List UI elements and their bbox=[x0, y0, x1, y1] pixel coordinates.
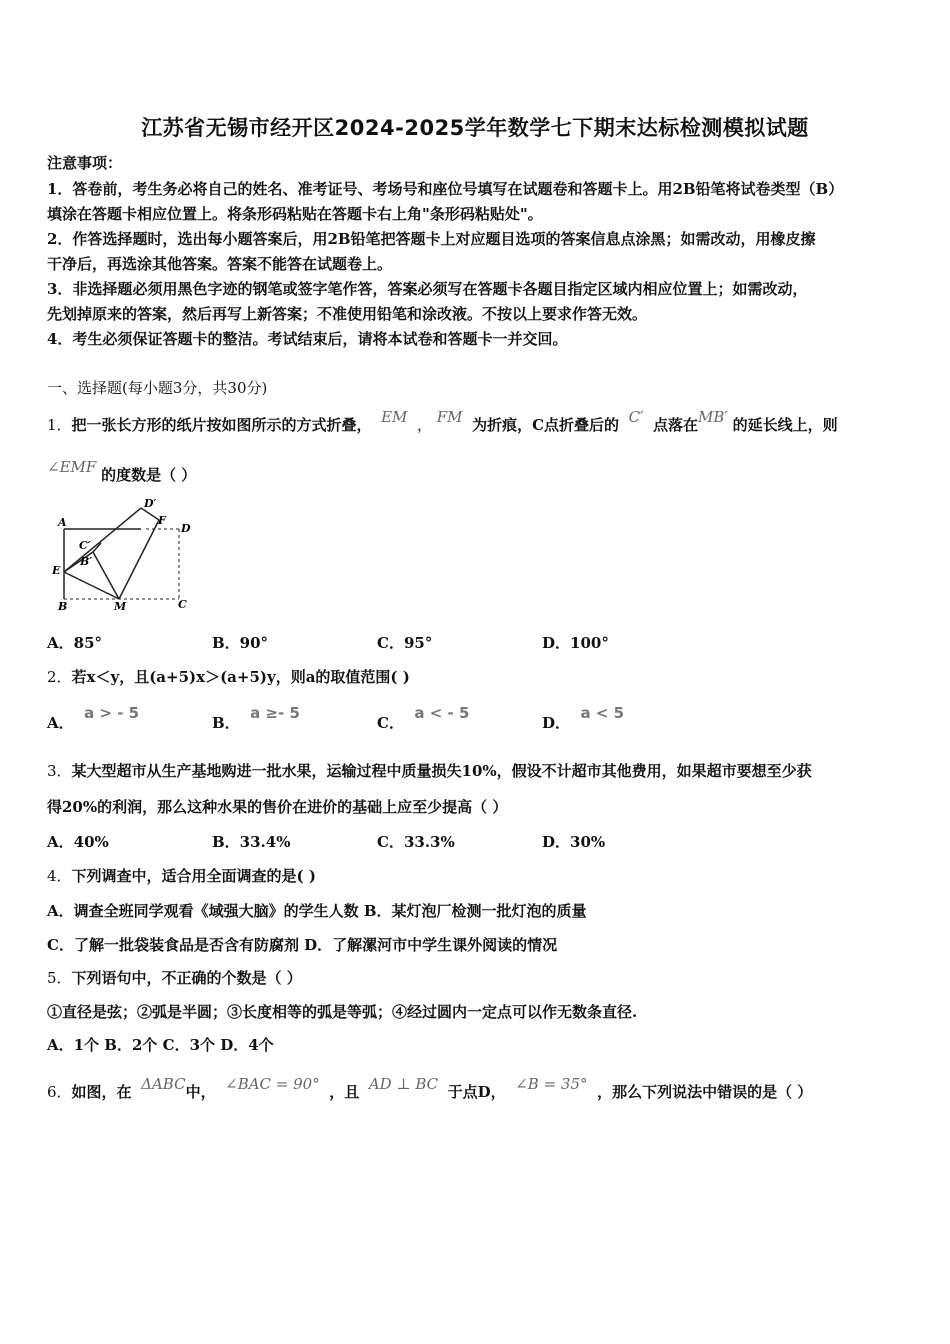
q3-option-b[interactable]: B．33.4% bbox=[212, 833, 291, 851]
question-text: 为折痕，C点折叠后的 bbox=[472, 416, 620, 434]
figure-label: E bbox=[52, 564, 61, 577]
option-math: a > - 5 bbox=[84, 704, 140, 722]
q1-option-d[interactable]: D．100° bbox=[542, 634, 609, 652]
figure-label: D′ bbox=[144, 497, 157, 510]
q5-options[interactable]: A．1个 B．2个 C．3个 D．4个 bbox=[47, 1036, 274, 1054]
fold-figure bbox=[45, 494, 205, 616]
figure-label: A bbox=[58, 516, 67, 529]
option-math: a ≥- 5 bbox=[250, 704, 300, 722]
question-number: 3． bbox=[47, 762, 72, 780]
math-fm: FM bbox=[436, 408, 463, 426]
figure-label: B′ bbox=[80, 555, 93, 568]
q3-option-c[interactable]: C．33.3% bbox=[377, 833, 455, 851]
math-c-prime: C′ bbox=[628, 408, 644, 426]
q2-option-c[interactable] bbox=[377, 704, 470, 733]
question-text: 某大型超市从生产基地购进一批水果，运输过程中质量损失10%，假设不计超市其他费用，如果超市要想至少获 bbox=[71, 762, 812, 780]
math-perp: AD ⊥ BC bbox=[368, 1075, 439, 1093]
figure-label: C bbox=[178, 598, 187, 611]
question-text: 的延长线上，则 bbox=[732, 416, 838, 434]
option-letter: D． bbox=[542, 714, 571, 732]
notice-line: 1．答卷前，考生务必将自己的姓名、准考证号、考场号和座位号填写在试题卷和答题卡上。用2B铅笔将试卷类型（B） bbox=[47, 180, 844, 198]
option-math: a < 5 bbox=[580, 704, 625, 722]
q3-option-d[interactable]: D．30% bbox=[542, 833, 606, 851]
figure-label: C′ bbox=[79, 539, 91, 552]
question-5 bbox=[47, 967, 302, 988]
question-3-cont: 得20%的利润，那么这种水果的售价在进价的基础上应至少提高（ ） bbox=[47, 798, 508, 816]
math-angle-emf: ∠EMF bbox=[47, 458, 97, 476]
notice-line: 3．非选择题必须用黑色字迹的钢笔或签字笔作答，答案必须写在答题卡各题目指定区域内相应位置上；如需改动， bbox=[47, 280, 808, 298]
option-letter: B． bbox=[212, 714, 240, 732]
section-heading: 一、选择题(每小题3分，共30分) bbox=[47, 379, 268, 397]
question-text: 于点D， bbox=[447, 1083, 506, 1101]
option-letter: C． bbox=[377, 714, 404, 732]
separator: ， bbox=[416, 416, 432, 434]
math-triangle: ΔABC bbox=[141, 1075, 186, 1093]
question-1 bbox=[47, 408, 838, 435]
math-em: EM bbox=[381, 408, 408, 426]
question-1-cont bbox=[47, 458, 197, 485]
q4-options-row-2[interactable]: C．了解一批袋装食品是否含有防腐剂 D．了解漯河市中学生课外阅读的情况 bbox=[47, 936, 558, 954]
question-text: ，那么下列说法中错误的是（ ） bbox=[597, 1083, 813, 1101]
math-mb-prime: MB′ bbox=[698, 408, 728, 426]
q1-option-b[interactable]: B．90° bbox=[212, 634, 269, 652]
question-text: 下列调查中，适合用全面调查的是( ) bbox=[71, 867, 316, 885]
notice-line: 干净后，再选涂其他答案。答案不能答在试题卷上。 bbox=[47, 255, 393, 273]
question-number: 2． bbox=[47, 668, 72, 686]
q2-option-a[interactable] bbox=[47, 704, 140, 733]
question-number: 1． bbox=[47, 416, 72, 434]
figure-label: D bbox=[181, 522, 191, 535]
math-angle-b: ∠B = 35° bbox=[515, 1075, 588, 1093]
question-text: 的度数是（ ） bbox=[101, 466, 197, 484]
q2-option-d[interactable] bbox=[542, 704, 625, 733]
question-text: ，且 bbox=[329, 1083, 360, 1101]
question-text: 如图，在 bbox=[71, 1083, 132, 1101]
figure-label: F bbox=[158, 514, 166, 527]
question-text: 下列语句中，不正确的个数是（ ） bbox=[71, 969, 302, 987]
question-3 bbox=[47, 760, 812, 781]
question-number: 6． bbox=[47, 1083, 72, 1101]
question-text: 若x＜y，且(a+5)x＞(a+5)y，则a的取值范围( ) bbox=[71, 668, 410, 686]
option-letter: A． bbox=[47, 714, 74, 732]
question-text: 中， bbox=[185, 1083, 216, 1101]
question-number: 5． bbox=[47, 969, 72, 987]
question-2 bbox=[47, 666, 410, 687]
figure-label: M bbox=[114, 600, 127, 613]
q5-statements: ①直径是弦；②弧是半圆；③长度相等的弧是等弧；④经过圆内一定点可以作无数条直径. bbox=[47, 1003, 638, 1021]
question-number: 4． bbox=[47, 867, 72, 885]
q1-option-a[interactable]: A．85° bbox=[47, 634, 103, 652]
question-4 bbox=[47, 865, 316, 886]
notice-heading: 注意事项： bbox=[47, 154, 123, 172]
notice-line: 填涂在答题卡相应位置上。将条形码粘贴在答题卡右上角"条形码粘贴处"。 bbox=[47, 205, 543, 223]
q2-option-b[interactable] bbox=[212, 704, 300, 733]
math-angle-bac: ∠BAC = 90° bbox=[225, 1075, 320, 1093]
option-math: a < - 5 bbox=[414, 704, 470, 722]
figure-label: B bbox=[58, 600, 68, 613]
page-title: 江苏省无锡市经开区2024-2025学年数学七下期末达标检测模拟试题 bbox=[141, 116, 809, 140]
question-text: 把一张长方形的纸片按如图所示的方式折叠， bbox=[71, 416, 372, 434]
question-6 bbox=[47, 1075, 813, 1102]
q1-option-c[interactable]: C．95° bbox=[377, 634, 433, 652]
question-text: 点落在 bbox=[653, 416, 699, 434]
q4-options-row-1[interactable]: A．调查全班同学观看《域强大脑》的学生人数 B．某灯泡厂检测一批灯泡的质量 bbox=[47, 902, 587, 920]
notice-line: 4．考生必须保证答题卡的整洁。考试结束后，请将本试卷和答题卡一并交回。 bbox=[47, 330, 568, 348]
notice-line: 2．作答选择题时，选出每小题答案后，用2B铅笔把答题卡上对应题目选项的答案信息点涂黑；如需改动，用橡皮擦 bbox=[47, 230, 816, 248]
notice-line: 先划掉原来的答案，然后再写上新答案；不准使用铅笔和涂改液。不按以上要求作答无效。 bbox=[47, 305, 648, 323]
q3-option-a[interactable]: A．40% bbox=[47, 833, 109, 851]
